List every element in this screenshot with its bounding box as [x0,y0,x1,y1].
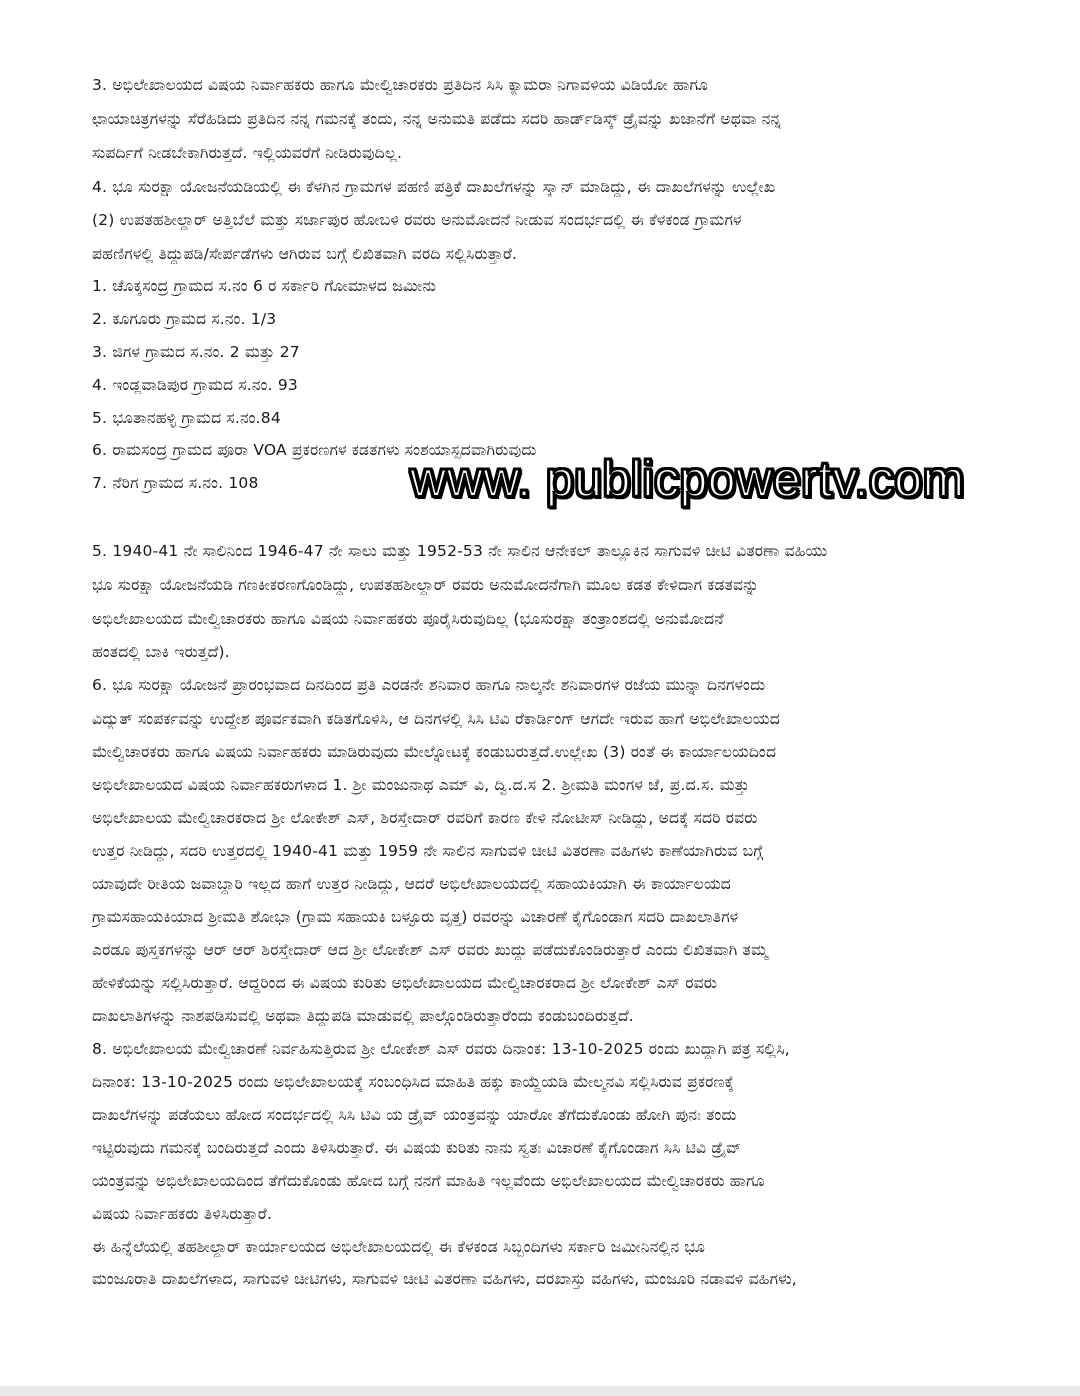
text-line: ವಿಷಯ ನಿರ್ವಾಹಕರು ತಿಳಿಸಿರುತ್ತಾರೆ. [92,1205,273,1223]
list-item: 5. ಭೂತಾನಹಳ್ಳಿ ಗ್ರಾಮದ ಸ.ನಂ.84 [92,409,281,427]
text-line: ಅಭಿಲೇಖಾಲಯದ ಮೇಲ್ವಿಚಾರಕರು ಹಾಗೂ ವಿಷಯ ನಿರ್ವಾಹಕರು ಪೂರೈಸಿರುವುದಿಲ್ಲ (ಭೂಸುರಕ್ಷಾ ತಂತ್ರಾಂಶದಲ್ಲಿ ಅನುಮೋದನೆ [92,610,724,628]
text-line: ಅಭಿಲೇಖಾಲಯ ಮೇಲ್ವಿಚಾರಕರಾದ ಶ್ರೀ ಲೋಕೇಶ್ ಎಸ್, ಶಿರಸ್ತೇದಾರ್ ರವರಿಗೆ ಕಾರಣ ಕೇಳಿ ನೋಟೀಸ್ ನೀಡಿದ್ದು, ಅದಕ್ಕೆ ಸದರಿ ರವರು [92,809,758,827]
text-line: ಮಂಜೂರಾತಿ ದಾಖಲೆಗಳಾದ, ಸಾಗುವಳಿ ಚೀಟಿಗಳು, ಸಾಗುವಳಿ ಚೀಟಿ ವಿತರಣಾ ವಹಿಗಳು, ದರಖಾಸ್ತು ವಹಿಗಳು, ಮಂಜೂರಿ ನಡಾವಳಿ ವಹಿಗಳು, [92,1270,797,1288]
text-line: 8. ಅಭಿಲೇಖಾಲಯ ಮೇಲ್ವಿಚಾರಣೆ ನಿರ್ವಹಿಸುತ್ತಿರುವ ಶ್ರೀ ಲೋಕೇಶ್ ಎಸ್ ರವರು ದಿನಾಂಕ: 13-10-2025 ರಂದು ಖುದ್ದಾಗಿ ಪತ್ರ ಸಲ್ಲಿಸಿ, [92,1040,790,1058]
list-item: 2. ಕೂಗೂರು ಗ್ರಾಮದ ಸ.ನಂ. 1/3 [92,310,277,328]
text-line: 3. ಅಭಿಲೇಖಾಲಯದ ವಿಷಯ ನಿರ್ವಾಹಕರು ಹಾಗೂ ಮೇಲ್ವಿಚಾರಕರು ಪ್ರತಿದಿನ ಸಿಸಿ ಕ್ಯಾಮರಾ ನಿಗಾವಳಿಯ ವಿಡಿಯೋ ಹಾಗೂ [92,76,708,94]
text-line: ದಿನಾಂಕ: 13-10-2025 ರಂದು ಅಭಿಲೇಖಾಲಯಕ್ಕೆ ಸಂಬಂಧಿಸಿದ ಮಾಹಿತಿ ಹಕ್ಕು ಕಾಯ್ದೆಯಡಿ ಮೇಲ್ಮನವಿ ಸಲ್ಲಿಸಿರುವ ಪ್ರಕರಣಕ್ಕೆ [92,1073,735,1091]
text-line: ಮೇಲ್ವಿಚಾರಕರು ಹಾಗೂ ವಿಷಯ ನಿರ್ವಾಹಕರು ಮಾಡಿರುವುದು ಮೇಲ್ನೋಟಕ್ಕೆ ಕಂಡುಬರುತ್ತದೆ.ಉಲ್ಲೇಖ (3) ರಂತೆ ಈ ಕಾರ್ಯಾಲಯದಿಂದ [92,743,777,761]
text-line: ಇಟ್ಟಿರುವುದು ಗಮನಕ್ಕೆ ಬಂದಿರುತ್ತದೆ ಎಂದು ತಿಳಿಸಿರುತ್ತಾರೆ. ಈ ವಿಷಯ ಕುರಿತು ನಾನು ಸ್ವತಃ ವಿಚಾರಣೆ ಕೈಗೊಂಡಾಗ ಸಿಸಿ ಟಿವಿ ಡ್ರೈವ್ [92,1139,742,1157]
text-line: ದಾಖಲೆಗಳನ್ನು ಪಡೆಯಲು ಹೋದ ಸಂದರ್ಭದಲ್ಲಿ ಸಿಸಿ ಟಿವಿ ಯ ಡ್ರೈವ್ ಯಂತ್ರವನ್ನು ಯಾರೋ ತೆಗೆದುಕೊಂಡು ಹೋಗಿ ಪುನಃ ತಂದು [92,1106,737,1124]
text-line: ಹಂತದಲ್ಲಿ ಬಾಕಿ ಇರುತ್ತದೆ). [92,643,230,661]
text-line: ಗ್ರಾಮಸಹಾಯಕಿಯಾದ ಶ್ರೀಮತಿ ಶೋಭಾ (ಗ್ರಾಮ ಸಹಾಯಕಿ ಬಳ್ಳೂರು ವೃತ್ತ) ರವರನ್ನು ವಿಚಾರಣೆ ಕೈಗೊಂಡಾಗ ಸದರಿ ದಾಖಲಾತಿಗಳ [92,908,739,926]
text-line: ಛಾಯಾಚಿತ್ರಗಳನ್ನು ಸೆರೆಹಿಡಿದು ಪ್ರತಿದಿನ ನನ್ನ ಗಮನಕ್ಕೆ ತಂದು, ನನ್ನ ಅನುಮತಿ ಪಡೆದು ಸದರಿ ಹಾರ್ಡ್‌ಡಿಸ್ಕ್ ಡ್ರೈವನ್ನು ಖಜಾನೆಗೆ ಅಥವಾ ನನ್ನ [92,110,782,128]
list-item: 4. ಇಂಡ್ಲವಾಡಿಪುರ ಗ್ರಾಮದ ಸ.ನಂ. 93 [92,376,298,394]
text-line: ಸುಪರ್ದಿಗೆ ನೀಡಬೇಕಾಗಿರುತ್ತದೆ. ಇಲ್ಲಿಯವರೆಗೆ ನೀಡಿರುವುದಿಲ್ಲ. [92,144,403,162]
text-line: ವಿದ್ಯುತ್ ಸಂಪರ್ಕವನ್ನು ಉದ್ದೇಶ ಪೂರ್ವಕವಾಗಿ ಕಡಿತಗೊಳಿಸಿ, ಆ ದಿನಗಳಲ್ಲಿ ಸಿಸಿ ಟಿವಿ ರೆಕಾರ್ಡಿಂಗ್ ಆಗದೇ ಇರುವ ಹಾಗೆ ಅಭಿಲೇಖಾಲಯದ [92,710,780,728]
text-line: 4. ಭೂ ಸುರಕ್ಷಾ ಯೋಜನೆಯಡಿಯಲ್ಲಿ ಈ ಕೆಳಗಿನ ಗ್ರಾಮಗಳ ಪಹಣಿ ಪತ್ರಿಕೆ ದಾಖಲೆಗಳನ್ನು ಸ್ಕ್ಯಾನ್ ಮಾಡಿದ್ದು, ಈ ದಾಖಲೆಗಳನ್ನು ಉಲ್ಲೇಖ [92,178,776,196]
text-line: ಈ ಹಿನ್ನೆಲೆಯಲ್ಲಿ ತಹಶೀಲ್ದಾರ್ ಕಾರ್ಯಾಲಯದ ಅಭಿಲೇಖಾಲಯದಲ್ಲಿ ಈ ಕೆಳಕಂಡ ಸಿಬ್ಬಂದಿಗಳು ಸರ್ಕಾರಿ ಜಮೀನಿನಲ್ಲಿನ ಭೂ [92,1238,706,1256]
text-line: ಯಂತ್ರವನ್ನು ಅಭಿಲೇಖಾಲಯದಿಂದ ತೆಗೆದುಕೊಂಡು ಹೋದ ಬಗ್ಗೆ ನನಗೆ ಮಾಹಿತಿ ಇಲ್ಲವೆಂದು ಅಭಿಲೇಖಾಲಯದ ಮೇಲ್ವಿಚಾರಕರು ಹಾಗೂ [92,1172,765,1190]
list-item: 6. ರಾಮಸಂದ್ರ ಗ್ರಾಮದ ಪೂರಾ VOA ಪ್ರಕರಣಗಳ ಕಡತಗಳು ಸಂಶಯಾಸ್ಪದವಾಗಿರುವುದು [92,441,537,459]
page-bottom-edge [0,1386,1080,1396]
text-line: ಭೂ ಸುರಕ್ಷಾ ಯೋಜನೆಯಡಿ ಗಣಕೀಕರಣಗೊಂಡಿದ್ದು, ಉಪತಹಶೀಲ್ದಾರ್ ರವರು ಅನುಮೋದನೆಗಾಗಿ ಮೂಲ ಕಡತ ಕೇಳಿದಾಗ ಕಡತವನ್ನು [92,576,760,594]
text-line: ಪಹಣಿಗಳಲ್ಲಿ ತಿದ್ದುಪಡಿ/ಸೇರ್ಪಡೆಗಳು ಆಗಿರುವ ಬಗ್ಗೆ ಲಿಖಿತವಾಗಿ ವರದಿ ಸಲ್ಲಿಸಿರುತ್ತಾರೆ. [92,245,518,263]
text-line: ಯಾವುದೇ ರೀತಿಯ ಜವಾಬ್ದಾರಿ ಇಲ್ಲದ ಹಾಗೆ ಉತ್ತರ ನೀಡಿದ್ದು, ಆದರೆ ಅಭಿಲೇಖಾಲಯದಲ್ಲಿ ಸಹಾಯಕಿಯಾಗಿ ಈ ಕಾರ್ಯಾಲಯದ [92,875,732,893]
list-item: 7. ನೆರಿಗ ಗ್ರಾಮದ ಸ.ನಂ. 108 [92,474,259,492]
watermark-url: www. publicpowertv.com [410,451,965,507]
text-line: ದಾಖಲಾತಿಗಳನ್ನು ನಾಶಪಡಿಸುವಲ್ಲಿ ಅಥವಾ ತಿದ್ದುಪಡಿ ಮಾಡುವಲ್ಲಿ ಪಾಲ್ಗೊಂಡಿರುತ್ತಾರೆಂದು ಕಂಡುಬಂದಿರುತ್ತದೆ. [92,1007,634,1025]
text-line: ಅಭಿಲೇಖಾಲಯದ ವಿಷಯ ನಿರ್ವಾಹಕರುಗಳಾದ 1. ಶ್ರೀ ಮಂಜುನಾಥ ಎಮ್ ವಿ, ದ್ವಿ.ದ.ಸ 2. ಶ್ರೀಮತಿ ಮಂಗಳ ಜೆ, ಪ್ರ.ದ.ಸ. ಮತ್ತು [92,776,750,794]
list-item: 1. ಚೊಕ್ಕಸಂದ್ರ ಗ್ರಾಮದ ಸ.ನಂ 6 ರ ಸರ್ಕಾರಿ ಗೋಮಾಳದ ಜಮೀನು [92,277,437,295]
text-line: ಉತ್ತರ ನೀಡಿದ್ದು, ಸದರಿ ಉತ್ತರದಲ್ಲಿ 1940-41 ಮತ್ತು 1959 ನೇ ಸಾಲಿನ ಸಾಗುವಳಿ ಚೀಟಿ ವಿತರಣಾ ವಹಿಗಳು ಕಾಣೆಯಾಗಿರುವ ಬಗ್ಗೆ [92,842,764,860]
text-line: 5. 1940-41 ನೇ ಸಾಲಿನಿಂದ 1946-47 ನೇ ಸಾಲು ಮತ್ತು 1952-53 ನೇ ಸಾಲಿನ ಆನೇಕಲ್ ತಾಲ್ಲೂಕಿನ ಸಾಗುವಳಿ ಚೀಟಿ ವಿತರಣಾ ವಹಿಯು [92,542,828,560]
text-line: 6. ಭೂ ಸುರಕ್ಷಾ ಯೋಜನೆ ಪ್ರಾರಂಭವಾದ ದಿನದಿಂದ ಪ್ರತಿ ಎರಡನೇ ಶನಿವಾರ ಹಾಗೂ ನಾಲ್ಕನೇ ಶನಿವಾರಗಳ ರಜೆಯ ಮುನ್ನಾ ದಿನಗಳಂದು [92,676,766,694]
text-line: ಹೇಳಿಕೆಯನ್ನು ಸಲ್ಲಿಸಿರುತ್ತಾರೆ. ಆದ್ದರಿಂದ ಈ ವಿಷಯ ಕುರಿತು ಅಭಿಲೇಖಾಲಯದ ಮೇಲ್ವಿಚಾರಕರಾದ ಶ್ರೀ ಲೋಕೇಶ್ ಎಸ್ ರವರು [92,974,718,992]
text-line: (2) ಉಪತಹಶೀಲ್ದಾರ್ ಅತ್ತಿಬೆಲೆ ಮತ್ತು ಸರ್ಜಾಪುರ ಹೋಬಳಿ ರವರು ಅನುಮೋದನೆ ನೀಡುವ ಸಂದರ್ಭದಲ್ಲಿ ಈ ಕೆಳಕಂಡ ಗ್ರಾಮಗಳ [92,211,742,229]
text-line: ಎರಡೂ ಪುಸ್ತಕಗಳನ್ನು ಆರ್ ಆರ್ ಶಿರಸ್ತೇದಾರ್ ಆದ ಶ್ರೀ ಲೋಕೇಶ್ ಎಸ್ ರವರು ಖುದ್ದು ಪಡೆದುಕೊಂಡಿರುತ್ತಾರೆ ಎಂದು ಲಿಖಿತವಾಗಿ ತಮ್ಮ [92,941,769,959]
list-item: 3. ಜಿಗಳ ಗ್ರಾಮದ ಸ.ನಂ. 2 ಮತ್ತು 27 [92,343,300,361]
